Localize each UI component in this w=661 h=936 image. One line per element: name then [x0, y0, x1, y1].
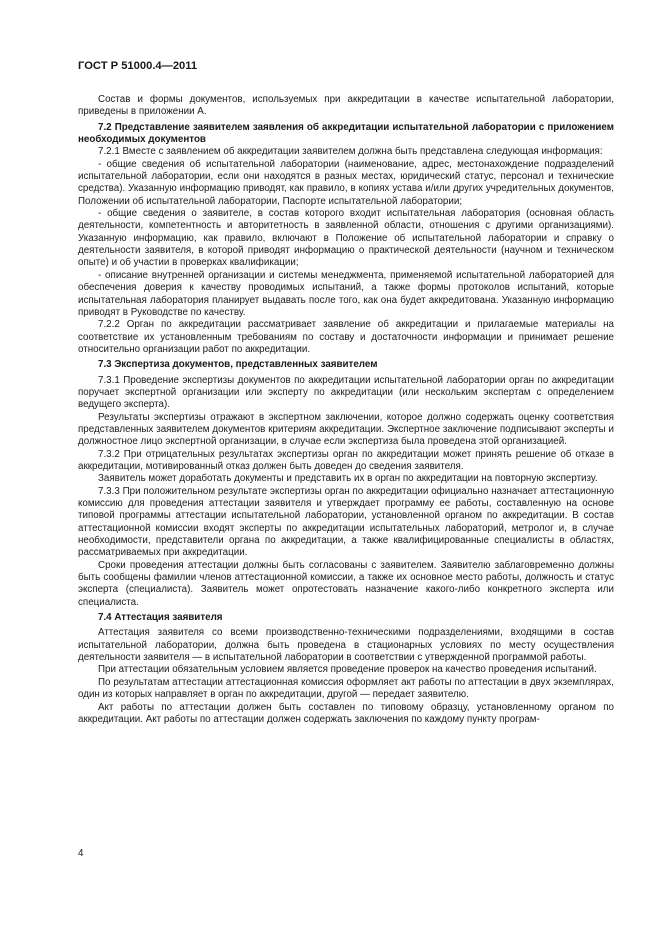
list-item: - общие сведения о заявителе, в состав которого входит испытательная лаборатория (основная область деятельности, компетентность и авторитетность в заявленной области, отношения с другими организациями). Указанную информацию, как правило, включают в Положение об испытательной лаборатории и справку о деятельности заявителя, в которой приводят информацию о практической деятельности (научном и техническом опыте) и об участии в проверках квалификации;	[78, 208, 614, 269]
list-item: - описание внутренней организации и системы менеджмента, применяемой испытательной лабораторией для обеспечения доверия к качеству проводимых испытаний, а также формы протоколов испытаний, которые испытательная лаборатория планирует выдавать после того, как она будет аккредитована. Указанную информацию приводят в Руководстве по качеству.	[78, 269, 614, 318]
paragraph: 7.2.1 Вместе с заявлением об аккредитации заявителем должна быть представлена следующая информация:	[98, 146, 603, 158]
paragraph: При аттестации обязательным условием является проведение проверок на качество проведения испытаний.	[98, 664, 597, 676]
paragraph: Аттестация заявителя со всеми производственно-техническими подразделениями, входящими в состав испытательной лаборатории, должна быть проведена в стационарных условиях по месту осуществления деятельности заявителя — в испытательной лаборатории в соответствии с утвержденной программой работы.	[78, 627, 614, 664]
paragraph: Заявитель может доработать документы и представить их в орган по аккредитации на повторную экспертизу.	[98, 473, 598, 485]
list-item: - общие сведения об испытательной лаборатории (наименование, адрес, местонахождение подразделений испытательной лаборатории, если они находятся в разных местах, юридический статус, персонал и технические средства). Указанную информацию приводят, как правило, в копиях устава и/или других учредительных документов, Положении об испытательной лаборатории, Паспорте испытательной лаборатории;	[78, 158, 614, 207]
page-number: 4	[78, 848, 84, 859]
section-heading-7-2: 7.2 Представление заявителем заявления об аккредитации испытательной лаборатории с приложением необходимых документов	[78, 121, 614, 146]
paragraph: Акт работы по аттестации должен быть составлен по типовому образцу, установленному органом по аккредитации. Акт работы по аттестации должен содержать заключения по каждому пункту програм-	[78, 701, 614, 725]
section-heading-7-4: 7.4 Аттестация заявителя	[98, 612, 223, 624]
paragraph: 7.2.2 Орган по аккредитации рассматривает заявление об аккредитации и прилагаемые материалы на соответствие их установленным требованиям по составу и достаточности информации и принимает решение относительно организации работ по аккредитации.	[78, 319, 614, 355]
paragraph: Результаты экспертизы отражают в экспертном заключении, которое должно содержать оценку соответствия представленных заявителем документов критериям аккредитации. Экспертное заключение подписывают эксперты и должностное лицо экспертной организации, в случае если экспертиза была проведена этой организацией.	[78, 411, 614, 448]
document-code: ГОСТ Р 51000.4—2011	[78, 60, 198, 72]
paragraph: 7.3.2 При отрицательных результатах экспертизы орган по аккредитации может принять решение об отказе в аккредитации, мотивированный отказ должен быть доведен до сведения заявителя.	[78, 448, 614, 472]
paragraph: Сроки проведения аттестации должны быть согласованы с заявителем. Заявителю заблаговременно должны быть сообщены фамилии членов аттестационной комиссии, а также их основное место работы, должность и статус эксперта (специалиста). Заявитель может опротестовать назначение какого-либо конкретного эксперта или специалиста.	[78, 559, 614, 608]
section-heading-7-3: 7.3 Экспертиза документов, представленных заявителем	[98, 359, 378, 371]
paragraph: 7.3.1 Проведение экспертизы документов по аккредитации испытательной лаборатории орган по аккредитации поручает экспертной организации или эксперту по аккредитации (или нескольким экспертам с определением ведущего эксперта).	[78, 374, 614, 411]
document-page	[78, 60, 614, 726]
paragraph: По результатам аттестации аттестационная комиссия оформляет акт работы по аттестации в двух экземплярах, один из которых направляет в орган по аккредитации, другой — передает заявителю.	[78, 676, 614, 701]
paragraph: Состав и формы документов, используемых при аккредитации в качестве испытательной лаборатории, приведены в приложении А.	[78, 94, 614, 118]
paragraph: 7.3.3 При положительном результате экспертизы орган по аккредитации официально назначает аттестационную комиссию для проведения аттестации заявителя и утверждает программу ее работы, составленную на основе типовой программы аттестации испытательной лаборатории, установленной органом по аккредитации. В состав аттестационной комиссии входят эксперты по аккредитации испытательных лабораторий, метролог и, в случае необходимости, представители органа по аккредитации, а также квалифицированные специалисты в областях, рассматриваемых при аккредитации.	[78, 485, 614, 559]
